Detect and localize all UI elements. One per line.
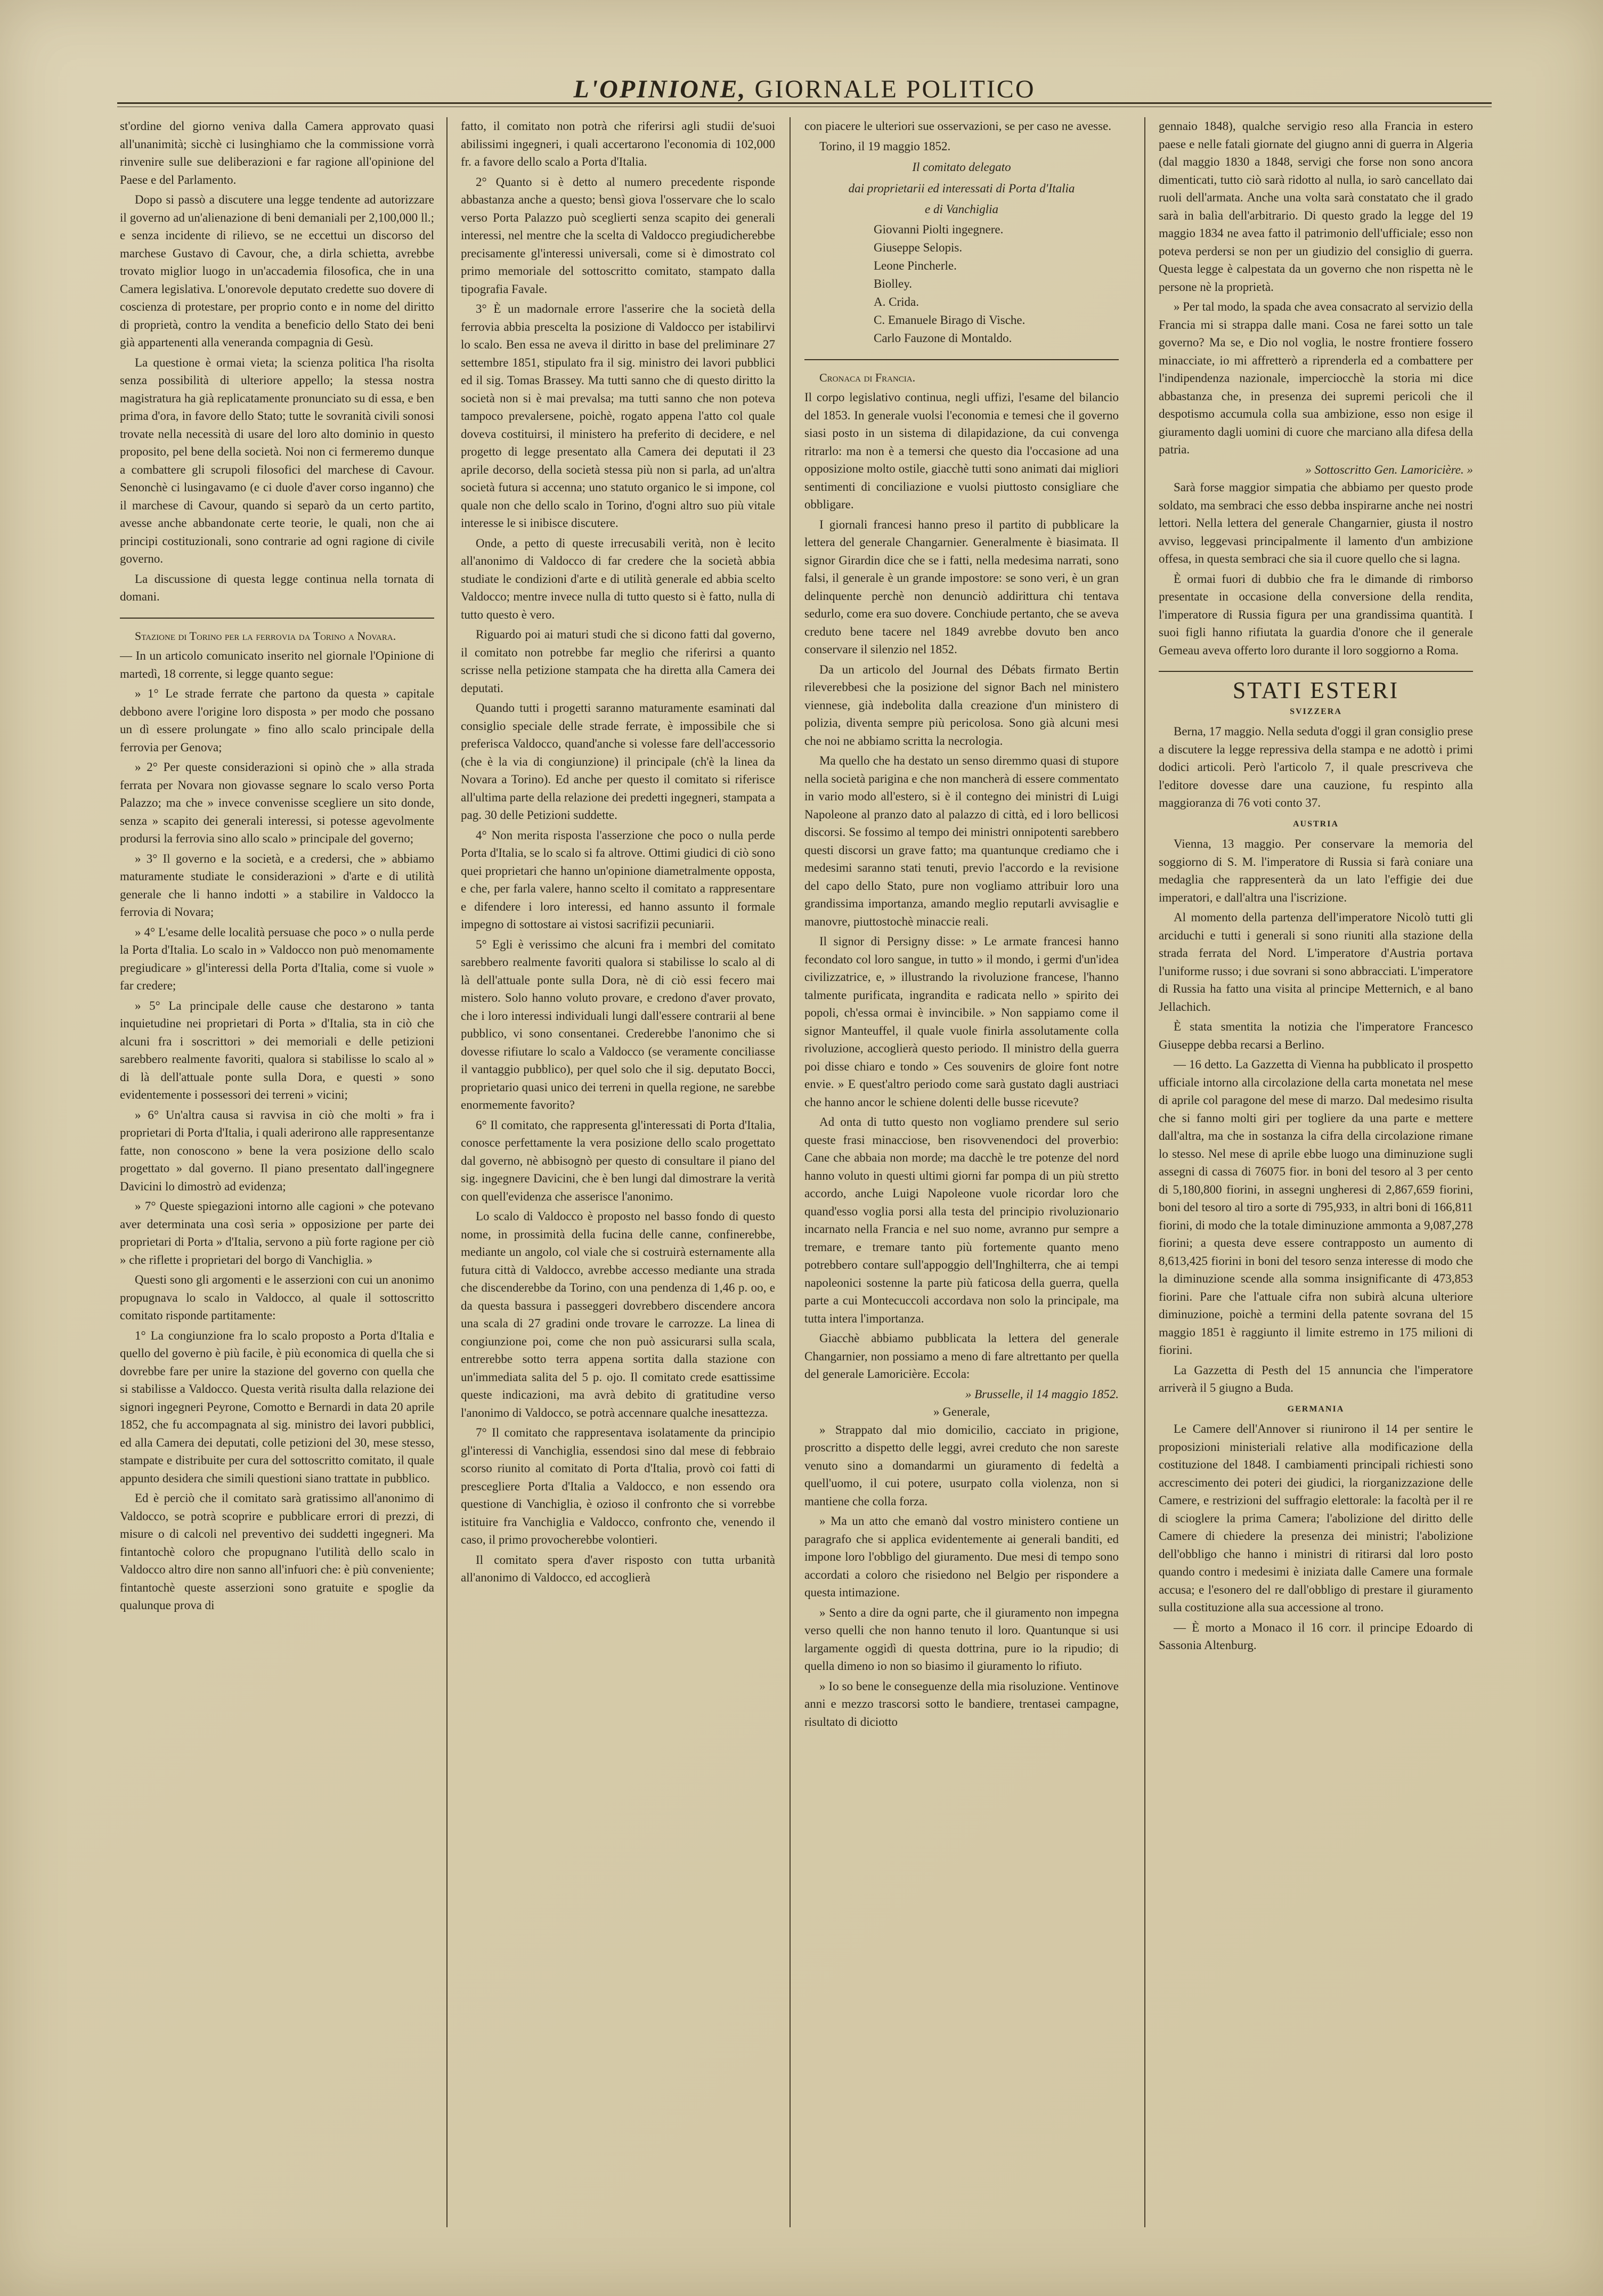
- paragraph: 2° Quanto si è detto al numero precedente risponde abbastanza anche a questo; bensì giova l'osservare che lo scalo verso Porta Palazzo può sceglierti senza scapito dei generali interessi, nel mentre che la scelta di Valdocco pregiudicherebbe precisamente gl'interessi universali, come si è dimostrato col primo memoriale del sottoscritto comitato, stampato dalla tipografia Favale.: [461, 175, 775, 296]
- column-4: [1159, 117, 1473, 2222]
- paragraph: Le Camere dell'Annover si riunirono il 14 per sentire le proposizioni ministeriali relative alla modificazione della costituzione del 1848. I cambiamenti principali richiesti sono accrescimento dei poteri dei giudici, la riorganizzazione delle Camere, e restrizioni del suffragio elettorale: la facoltà per il re di scioglere la prima Camera; l'abolizione del diritto delle Camere di chiedere la presenza dei ministri; l'abolizione dell'obbligo che hanno i ministri di ritirarsi dal loro posto quando contro i medesimi è iniziata dalle Camere una formale accusa; e l'esonero del re dall'obbligo di prestare il giuramento sulla costituzione alla sua accessione al trono.: [1159, 1422, 1473, 1614]
- country-heading: SVIZZERA: [1290, 707, 1342, 716]
- paragraph: con piacere le ulteriori sue osservazioni, se per caso ne avesse.: [804, 119, 1112, 133]
- paragraph: 5° Egli è verissimo che alcuni fra i membri del comitato sarebbero realmente favoriti qualora si stabilisse lo scalo al di là dell'attuale ponte sulla Dora, nè di ciò essi fecero mai mistero. Solo hanno voluto provare, e credono d'aver provato, che i loro interessi individuali lungi dall'essere contrarii al bene pubblico, vi sono consentanei. Crederebbe l'anonimo che si dovesse rifiutare lo scalo a Valdocco (se veramente conciliasse il vantaggio pubblico), per quel solo che il sig. deputato Bocci, proprietario quasi unico dei terreni in quella regione, ne sarebbe enormemente favorito?: [461, 937, 775, 1112]
- paragraph: gennaio 1848), qualche servigio reso alla Francia in estero paese e nelle fatali giornate del giugno anni di guerra in Algeria (dal maggio 1830 a 1848, servigi che forse non sono ancora dimenticati, tutto ciò sarà ridotto al nulla, io sarò cancellato dai ruoli dell'armata. Anche una volta sarà constatato che il grado sarà in balìa dell'arbitrario. Di questo grado la legge del 19 maggio 1834 ne avea fatto il patrimonio dell'ufficiale; esso non poteva perdersi se non per un giudizio del consiglio di guerra. Questa legge è calpestata da un governo che non rispetta nè le persone nè la proprietà.: [1159, 119, 1473, 294]
- paragraph: È stata smentita la notizia che l'imperatore Francesco Giuseppe debba recarsi a Berlino.: [1159, 1020, 1473, 1051]
- paragraph: Sarà forse maggior simpatia che abbiamo per questo prode soldato, ma sembraci che esso debba inspirarne anche nei nostri lettori. Nella lettera del generale Changarnier, giusta il nostro avviso, leggevasi principalmente il lamento d'un ambizione offesa, in questa sembraci che sia il cuore quello che si lagna.: [1159, 481, 1473, 565]
- publication-subtitle: GIORNALE POLITICO: [754, 75, 1036, 103]
- paragraph: » Io so bene le conseguenze della mia risoluzione. Ventinove anni e mezzo trascorsi sotto le bandiere, trentasei campagne, risultato di diciotto: [804, 1679, 1119, 1729]
- column-3: [804, 117, 1119, 2222]
- dateline: » Brusselle, il 14 maggio 1852.: [965, 1387, 1119, 1401]
- paragraph: Lo scalo di Valdocco è proposto nel basso fondo di questo nome, in prossimità della fucina delle canne, confinerebbe, mediante un angolo, col viale che si costruirà esternamente alla futura città di Valdocco, avrebbe accesso mediante una strada che discenderebbe da Torino, con una pendenza di 1,46 p. oo, e da questa bassura i passeggeri dovrebbero discendere ancora una scala di 27 gradini onde trovare le carrozze. La linea di congiunzione poi, come che non può assicurarsi sulla scala, entrerebbe sotto terra appena sortita dalla stazione con un'immediata salita del 5 p. ojo. Il comitato crede esattissime queste indicazioni, ma avrà debito di gratitudine verso l'anonimo di Valdocco, se potrà accennare qualche inesattezza.: [461, 1210, 775, 1419]
- paragraph: Ad onta di tutto questo non vogliamo prendere sul serio queste frasi minacciose, ben risovvenendoci del proverbio: Cane che abbaia non morde; ma dacchè le tre potenze del nord hanno voluto in questi ultimi giorni far pompa di un più stretto accordo, anche Luigi Napoleone vuole ricordar loro che quand'esso voglia porsi alla testa del principio rivoluzionario incarnato nella Francia e nel suo nome, avranno pur sempre a tremare, e tremare tanto più fortemente quanto meno potrebbero contare sull'appoggio dell'Inghilterra, che ai tempi napoleonici sostenne la parte più faticosa della guerra, quella parte a cui Montecuccoli accordava non solo la principale, ma tutta intera l'importanza.: [804, 1115, 1119, 1325]
- signature-line: dai proprietarii ed interessati di Porta d'Italia: [848, 181, 1075, 195]
- column-1: [120, 117, 434, 2222]
- paragraph: 7° Il comitato che rappresentava isolatamente da principio gl'interessi di Vanchiglia, essendosi sino dal mese di febbraio scorso riunito al comitato di Porta d'Italia, provò coi fatti di prescegliere Porta d'Italia a Valdocco, e non essendo ora questione di Vanchiglia, è ozioso il confronto che si vorrebbe istituire fra Vanchiglia e Valdocco, confronto che, venendo il caso, il primo provocherebbe volontieri.: [461, 1426, 775, 1546]
- paragraph: Vienna, 13 maggio. Per conservare la memoria del soggiorno di S. M. l'imperatore di Russia si farà coniare una medaglia che rappresenterà da un lato l'effigie dei due imperatori, e dall'altra una l'iscrizione.: [1159, 837, 1473, 904]
- paragraph: 6° Il comitato, che rappresenta gl'interessati di Porta d'Italia, conosce perfettamente la vera posizione dello scalo progettato dal governo, nè abbisognò per questo di consultare il piano del sig. ingegnere Davicini, che è ben lungi dal dimostrare la verità con quell'evidenza che asserisce l'anonimo.: [461, 1118, 775, 1203]
- publication-title: L'OPINIONE,: [573, 75, 747, 103]
- paragraph: » Sento a dire da ogni parte, che il giuramento non impegna verso quelli che non hanno tenuto il loro. Quantunque si usi largamente oggidì di questa dottrina, pure io la ripudio; di quella dimeno io non so biasimo il giuramento lo rifiuto.: [804, 1605, 1119, 1673]
- signatory: C. Emanuele Birago di Vische.: [874, 313, 1026, 327]
- country-heading: GERMANIA: [1287, 1404, 1345, 1414]
- paragraph: I giornali francesi hanno preso il partito di pubblicare la lettera del generale Changarnier. Generalmente è biasimata. Il signor Girardin dice che se i fatti, nella medesima narrati, sono falsi, il generale è un grande impostore: se sono veri, è un gran delinquente perchè non denunciò addirittura chi tentava sedurlo, come era suo dovere. Conchiude pertanto, che se aveva creduto bene tacere nel 1849 avrebbe dovuto ben anco conservare il silenzio nel 1852.: [804, 517, 1119, 656]
- signatory: Biolley.: [874, 277, 912, 290]
- section-title: STATI ESTERI: [1232, 677, 1399, 703]
- signature-line: Il comitato delegato: [912, 160, 1011, 174]
- dateline: Torino, il 19 maggio 1852.: [819, 139, 951, 153]
- signatory: Giuseppe Selopis.: [874, 240, 963, 254]
- paragraph: » Per tal modo, la spada che avea consacrato al servizio della Francia mi si strappa dalle mani. Cosa ne farei sotto un tale governo? Ma se, e Dio nol voglia, le nostre frontiere fossero minacciate, io mi affretterò a riprenderla ed a combattere per l'indipendenza nazionale, imperciocchè la storia mi dice abbastanza che, in presenza dei supremi pericoli che il despotismo accumula colla sua ambizione, esso non esige il giuramento dagli uomini di cuore che marciano alla difesa della patria.: [1159, 300, 1473, 456]
- signature-line: » Sottoscritto Gen. Lamoricière. »: [1305, 463, 1473, 476]
- signatories: [874, 221, 1119, 347]
- paragraph: Ed è perciò che il comitato sarà gratissimo all'anonimo di Valdocco, se potrà scoprire e pubblicare errori di prezzi, di misure o di calcoli nel preventivo dei suddetti ingegneri. Ma fintantochè coloro che propugnano l'utilità dello scalo in Valdocco altro dire non sanno all'infuori che: è più conveniente; fintantochè queste asserzioni sono gratuite e spoglie da qualunque prova di: [120, 1491, 434, 1612]
- paragraph: » Strappato dal mio domicilio, cacciato in prigione, proscritto a dispetto delle leggi, avrei creduto che non sareste venuto sino a domandarmi un giuramento di fedeltà a quell'uomo, il cui potere, usurpato colla violenza, non si mantiene che colla forza.: [804, 1423, 1119, 1508]
- section-rule: [804, 359, 1119, 360]
- article-heading: Cronaca di Francia.: [819, 370, 916, 384]
- paragraph: — 16 detto. La Gazzetta di Vienna ha pubblicato il prospetto ufficiale intorno alla circolazione della carta monetata nel mese di aprile col paragone del mese di marzo. Dal medesimo risulta che si fanno molti giri per togliere da una parte e mettere dall'altra, ma che in sostanza la cifra della circolazione rimane lo stesso. Nel mese di aprile ebbe luogo una diminuzione sugli assegni di cassa di 76075 fior. in boni del tesoro al 3 per cento di 5,180,800 fiorini, in assegni ungheresi di 2,867,659 fiorini, boni del tesoro al tiro a sorte di 795,933, in altri boni di 166,811 fiorini, di modo che la totale diminuzione ammonta a 9,087,278 fiorini; a questa deve essere contrapposto un aumento di 8,613,425 fiorini in boni del tesoro senza interesse di modo che la diminuzione scende alla somma insignificante di 473,853 fiorini. Pare che l'attuale cifra non subirà alcuna ulteriore diminuzione, poichè a termini della patente sovrana del 15 maggio 1851 è raggiunto il limite estremo in 175 milioni di fiorini.: [1159, 1058, 1473, 1357]
- paragraph: — È morto a Monaco il 16 corr. il principe Edoardo di Sassonia Altenburg.: [1159, 1620, 1473, 1652]
- paragraph: Il signor di Persigny disse: » Le armate francesi hanno fecondato col loro sangue, in tutto » il mondo, i germi d'un'idea civilizzatrice, e, » illustrando la rivoluzione francese, l'hanno talmente purificata, ingrandita e radicata nello » spirito dei popoli, ch'essa ormai è invincibile. » Non sappiamo come il signor Manteuffel, il quale vuole finirla assolutamente colla rivoluzione, accoglierà questo periodo. Il ministro della guerra poi disse chiaro e tondo » Ces souvenirs de gloire font notre envie. » E quest'altro periodo come sarà gustato dagli austriaci che hanno ancor le schiene dolenti delle busse ricevute?: [804, 935, 1119, 1109]
- paragraph: fatto, il comitato non potrà che riferirsi agli studii de'suoi abilissimi ingegneri, i quali accertarono l'economia di 102,000 fr. a favore dello scalo a Porta d'Italia.: [461, 119, 775, 168]
- paragraph: » 7° Queste spiegazioni intorno alle cagioni » che potevano aver determinata una così seria » opposizione per parte dei proprietari di Porta » d'Italia, servono a più forte ragione per ciò » che riflette i proprietari del borgo di Vanchiglia. »: [120, 1199, 434, 1267]
- paragraph: La Gazzetta di Pesth del 15 annuncia che l'imperatore arriverà il 5 giugno a Buda.: [1159, 1363, 1473, 1394]
- paragraph: Onde, a petto di queste irrecusabili verità, non è lecito all'anonimo di Valdocco di far credere che la società abbia studiate le condizioni d'arte e di utilità generale ed abbia scelto Valdocco; mentre invece nulla di tutto questo si è fatto, nulla di tutto questo è vero.: [461, 536, 775, 621]
- salutation: » Generale,: [933, 1405, 990, 1418]
- paragraph: Da un articolo del Journal des Débats firmato Bertin rileverebbesi che la posizione del signor Bach nel ministero viennese, già indebolita dalla creazione d'un ministero di polizia, diventa sempre più pericolosa. Sono già alcuni mesi che noi ne abbiamo scritta la necrologia.: [804, 662, 1119, 748]
- paragraph: » 4° L'esame delle località persuase che poco » o nulla perde la Porta d'Italia. Lo scalo in » Valdocco non può menomamente pregiudicare » gl'interessi della Porta d'Italia, come si vuole » far credere;: [120, 925, 434, 992]
- header-rule: [117, 102, 1492, 104]
- paragraph: » Ma un atto che emanò dal vostro ministero contiene un paragrafo che si applica evidentemente ai generali banditi, ed impone loro l'obbligo del giuramento. Due mesi di tempo sono accordati a coloro che risiedono nel Belgio per rispondere a questa intimazione.: [804, 1514, 1119, 1599]
- paragraph: » 1° Le strade ferrate che partono da questa » capitale debbono avere l'origine loro disposta » per modo che possano un dì essere prolungate » fino allo scalo principale della ferrovia per Genova;: [120, 687, 434, 754]
- signatory: Giovanni Piolti ingegnere.: [874, 222, 1004, 236]
- paragraph: Dopo si passò a discutere una legge tendente ad autorizzare il governo ad un'alienazione di beni demaniali per 2,100,000 ll.; e senza incidente di rilievo, se ne eccettui un discorso del marchese Gustavo di Cavour, che, a dirla schietta, avrebbe trovato miglior luogo in un'accademia filosofica, che in una Camera legislativa. L'onorevole deputato credette suo dovere di coscienza di protestare, per proprio conto e in nome del diritto di proprietà, contro la vendita a beneficio dello Stato dei beni già appartenenti alla veneranda compagnia di Gesù.: [120, 193, 434, 349]
- signature-line: e di Vanchiglia: [925, 202, 998, 216]
- column-divider: [446, 117, 447, 2227]
- paragraph: La questione è ormai vieta; la scienza politica l'ha risolta senza possibilità di ulteriore appello; la stessa nostra magistratura ha già replicatamente pronunciato su di essa, e ben prima d'ora, in favore dello Stato; tutte le sovranità civili sonosi trovate nella necessità di usare del loro alto dominio in questo proposito, pel bene della società. Noi non ci fermeremo dunque a combattere gli scrupoli filosofici del marchese di Cavour. Senonchè ci lusingavamo (e ci duole d'aver corso inganno) che il marchese di Cavour, quando si separò da un certo partito, avesse anche abbandonate certe teorie, le quali, non che ai principi costituzionali, sono contrarie ad ogni ragione di civile governo.: [120, 355, 434, 565]
- section-rule: [120, 618, 434, 619]
- signatory: A. Crida.: [874, 295, 919, 309]
- paragraph: Il comitato spera d'aver risposto con tutta urbanità all'anonimo di Valdocco, ed accoglierà: [461, 1553, 775, 1584]
- section-rule: [1159, 671, 1473, 672]
- paragraph: Giacchè abbiamo pubblicata la lettera del generale Changarnier, non possiamo a meno di fare altrettanto per quella del generale Lamoricière. Eccola:: [804, 1332, 1119, 1381]
- paragraph: st'ordine del giorno veniva dalla Camera approvato quasi all'unanimità; sicchè ci lusinghiamo che la commissione vorrà rinvenire sulle sue deliberazioni e far ragione all'opinione del Paese e del Parlamento.: [120, 119, 434, 186]
- country-heading: AUSTRIA: [1292, 819, 1339, 829]
- paragraph: Al momento della partenza dell'imperatore Nicolò tutti gli arciduchi e tutti i generali si sono riuniti alla stazione della strada ferrata del Nord. L'imperatore d'Austria portava l'uniforme russo; i due sovrani si sono abbracciati. L'imperatore di Russia ha fatto una visita al principe Metternich, e al bano Jellachich.: [1159, 911, 1473, 1013]
- signatory: Carlo Fauzone di Montaldo.: [874, 331, 1012, 345]
- paragraph: Il corpo legislativo continua, negli uffizi, l'esame del bilancio del 1853. In generale vuolsi l'economia e temesi che il governo siasi posto in un sistema di dilapidazione, da cui convenga ritrarlo: ma non è a temersi che questo dia l'occasione ad una opposizione molto ostile, giacchè tutti sono animati dai migliori sentimenti di conciliazione e vuolsi piuttosto consigliare che obbligare.: [804, 391, 1119, 511]
- column-divider: [1144, 117, 1145, 2227]
- paragraph: » 3° Il governo e la società, e a credersi, che » abbiamo maturamente studiate le considerazioni » d'arte e di utilità generale che li hanno indotti » a stabilire in Valdocco la ferrovia di Novara;: [120, 851, 434, 919]
- paragraph: Berna, 17 maggio. Nella seduta d'oggi il gran consiglio prese a discutere la legge repressiva della stampa e ne adottò i primi dodici articoli. Però l'articolo 7, il quale prescriveva che l'editore dovesse dare una cauzione, fu respinto alla maggioranza di 76 voti conto 37.: [1159, 725, 1473, 809]
- paragraph: È ormai fuori di dubbio che fra le dimande di rimborso presentate in occasione della conversione della rendita, l'imperatore di Russia figura per una grandissima quantità. I suoi figli hanno rifiutata la guardia d'onore che il generale Gemeau aveva offerto loro durante il loro soggiorno a Roma.: [1159, 572, 1473, 657]
- article-heading: Stazione di Torino per la ferrovia da Torino a Novara.: [135, 629, 396, 643]
- paragraph: 1° La congiunzione fra lo scalo proposto a Porta d'Italia e quello del governo è più facile, è più economica di quella che si dovrebbe fare per unire la stazione del governo con quella che si stabilisse a Valdocco. Questa verità risulta dalla relazione dei signori ingegneri Peyrone, Comotto e Bernardi in data 20 aprile 1852, che fu accompagnata al sig. ministro dei lavori pubblici, ed alla Camera dei deputati, colle petizioni del 30, mese stesso, stampate e distribuite per cura del sottoscritto comitato, il quale appunto desidera che simili questioni siano trattate in pubblico.: [120, 1328, 434, 1485]
- column-2: [461, 117, 775, 2222]
- column-divider: [790, 117, 791, 2227]
- paragraph: La discussione di questa legge continua nella tornata di domani.: [120, 572, 434, 603]
- paragraph: Ma quello che ha destato un senso diremmo quasi di stupore nella società parigina e che non mancherà di essere commentato in vario modo all'estero, si è il contegno dei ministri di Luigi Napoleone al pranzo dato al palazzo di città, ed i loro bellicosi discorsi. Se fossimo al tempo dei ministri onnipotenti sarebbero questi discorsi un grave fatto; ma quantunque crediamo che i medesimi saranno stati tenuti, previo l'accordo e la revisione del capo dello Stato, pure non vogliamo attribuir loro una grandissima importanza, amando meglio reputarli avvisaglie e manovre, piuttostochè minaccie reali.: [804, 754, 1119, 928]
- paragraph: 3° È un madornale errore l'asserire che la società della ferrovia abbia prescelta la posizione di Valdocco per istabilirvi lo scalo. Ben essa ne aveva il diritto in base del preliminare 27 settembre 1851, stipulato fra il sig. ministro dei lavori pubblici ed il sig. Tomas Brassey. Ma tutti sanno che di questo diritto la società non si è mai prevalsa; ma tutti sanno che non poteva tampoco prevalersene, poichè, rogato appena l'atto col quale doveva costituirsi, il ministero ha preferito di decidere, e nel progetto di legge presentato alla Camera dei deputati il 23 aprile decorso, della società stessa più non si parla, ad un'altra società futura si accenna; uno statuto organico le si impone, col quale non che dello scalo in Torino, d'ogni altro suo più vitale interesse le si inibisce discutere.: [461, 302, 775, 530]
- paragraph: Riguardo poi ai maturi studi che si dicono fatti dal governo, il comitato non potrebbe far meglio che riferirsi a quanto scrisse nella petizione stampata che ha diretta alla Camera dei deputati.: [461, 628, 775, 695]
- paragraph: » 5° La principale delle cause che destarono » tanta inquietudine nei proprietari di Porta » d'Italia, sta in ciò che alcuni fra i soscrittori » dei memoriali e delle petizioni sarebbero realmente favoriti, qualora si stabilisse lo scalo al » di là dell'attuale ponte sulla Dora, e questi » sono evidentemente i possessori dei terreni » vicini;: [120, 999, 434, 1101]
- paragraph: Questi sono gli argomenti e le asserzioni con cui un anonimo propugnava lo scalo in Valdocco, al quale il sottoscritto comitato risponde partitamente:: [120, 1273, 434, 1322]
- paragraph: » 2° Per queste considerazioni si opinò che » alla strada ferrata per Novara non giovasse segnare lo scalo verso Porta Palazzo; ma che » invece convenisse scegliere un sito donde, senza » scapito dei generali interessi, si potesse agevolmente prodursi la ferrovia sino allo scalo » principale del governo;: [120, 760, 434, 845]
- paragraph: — In un articolo comunicato inserito nel giornale l'Opinione di martedì, 18 corrente, si legge quanto segue:: [120, 649, 434, 680]
- paragraph: » 6° Un'altra causa si ravvisa in ciò che molti » fra i proprietari di Porta d'Italia, i quali aderirono alle rappresentanze fatte, non conoscono » bene la vera posizione dello scalo progettato » dal governo. Il piano presentato dall'ingegnere Davicini lo dimostrò ad evidenza;: [120, 1108, 434, 1193]
- signatory: Leone Pincherle.: [874, 258, 957, 272]
- paragraph: 4° Non merita risposta l'asserzione che poco o nulla perde Porta d'Italia, se lo scalo si fa altrove. Ottimi giudici di ciò sono quei proprietari che hanno un'opinione diametralmente opposta, e che, per farla valere, hanno scelto il comitato a rappresentare e difendere i loro interessi, ed hanno assunto il formale impegno di sottostare ai vistosi sacrifizii pecuniarii.: [461, 828, 775, 931]
- paragraph: Quando tutti i progetti saranno maturamente esaminati dal consiglio speciale delle strade ferrate, è impossibile che si preferisca Valdocco, quand'anche si volesse fare dell'accessorio (che è la via di congiunzione) il principale (ch'è la linea da Novara a Torino). Ed anche per questo il comitato si riferisce all'ultima parte della relazione dei predetti ingegneri, stampata a pag. 30 delle Petizioni suddette.: [461, 701, 775, 822]
